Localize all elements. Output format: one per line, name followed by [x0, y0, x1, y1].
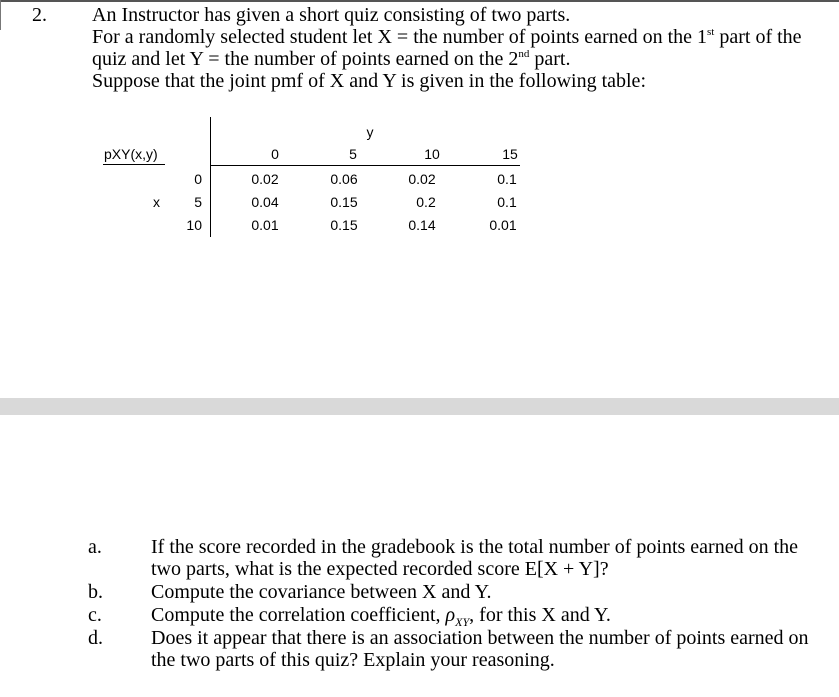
intro-line-2	[92, 26, 812, 70]
cell-1-0: 0.04	[251, 194, 279, 210]
question-d-text	[151, 627, 811, 671]
question-a-text	[151, 536, 811, 580]
cell-2-3: 0.01	[489, 217, 517, 233]
intro-sup-nd: nd	[518, 48, 530, 60]
cell-1-2: 0.2	[416, 194, 436, 210]
question-d-line-1: Does it appear that there is an association between the number of points earned on	[151, 627, 809, 649]
x-value-1: 5	[194, 194, 202, 210]
table-vertical-line	[210, 117, 211, 237]
cell-1-3: 0.1	[497, 194, 517, 210]
cell-1-1: 0.15	[330, 194, 358, 210]
intro-line-1: An Instructor has given a short quiz consisting of two parts.	[92, 4, 571, 26]
problem-intro	[92, 4, 812, 92]
left-rule	[0, 0, 1, 30]
cell-2-2: 0.14	[408, 217, 436, 233]
y-value-1: 5	[349, 146, 357, 162]
question-d-label: d.	[88, 627, 103, 649]
intro-line-2-c: part.	[529, 48, 571, 70]
pmf-label-underline	[103, 164, 165, 165]
y-axis-label: y	[366, 124, 374, 140]
question-a-label: a.	[88, 536, 102, 558]
question-c-label: c.	[88, 604, 102, 626]
top-rule	[0, 0, 839, 2]
cell-2-0: 0.01	[251, 217, 279, 233]
intro-line-2-a: For a randomly selected student let X = the number of points earned on the 1	[92, 26, 708, 48]
question-b-label: b.	[88, 581, 103, 603]
x-axis-label: x	[153, 194, 160, 210]
cell-2-1: 0.15	[330, 217, 358, 233]
intro-sup-st: st	[707, 26, 715, 38]
page-break-band	[0, 398, 839, 415]
rho-subscript: XY	[455, 615, 470, 629]
question-a-line-2: two parts, what is the expected recorded score E[X + Y]?	[151, 558, 609, 580]
cell-0-3: 0.1	[497, 171, 517, 187]
cell-0-1: 0.06	[330, 171, 358, 187]
question-d-line-2: the two parts of this quiz? Explain your reasoning.	[151, 649, 555, 671]
pmf-label: pXY(x,y)	[104, 146, 158, 162]
cell-0-0: 0.02	[251, 171, 279, 187]
x-value-2: 10	[186, 217, 202, 233]
problem-number: 2.	[32, 4, 47, 26]
question-c-text-b: , for this X and Y.	[469, 604, 611, 626]
rho-glyph: ρ	[445, 604, 456, 626]
question-a-line-1: If the score recorded in the gradebook is the total number of points earned on the	[151, 536, 799, 558]
intro-line-3: Suppose that the joint pmf of X and Y is given in the following table:	[92, 70, 646, 92]
question-c-text-a: Compute the correlation coefficient,	[151, 604, 446, 626]
table-horizontal-line	[210, 165, 520, 166]
y-value-0: 0	[271, 146, 279, 162]
cell-0-2: 0.02	[408, 171, 436, 187]
x-value-0: 0	[194, 171, 202, 187]
question-b-text: Compute the covariance between X and Y.	[151, 581, 492, 603]
intro-line-2-b: part of the quiz and let Y = the number of points earned on the 2	[92, 26, 802, 70]
y-value-3: 15	[502, 146, 518, 162]
rho-symbol	[445, 604, 470, 629]
y-value-2: 10	[424, 146, 440, 162]
